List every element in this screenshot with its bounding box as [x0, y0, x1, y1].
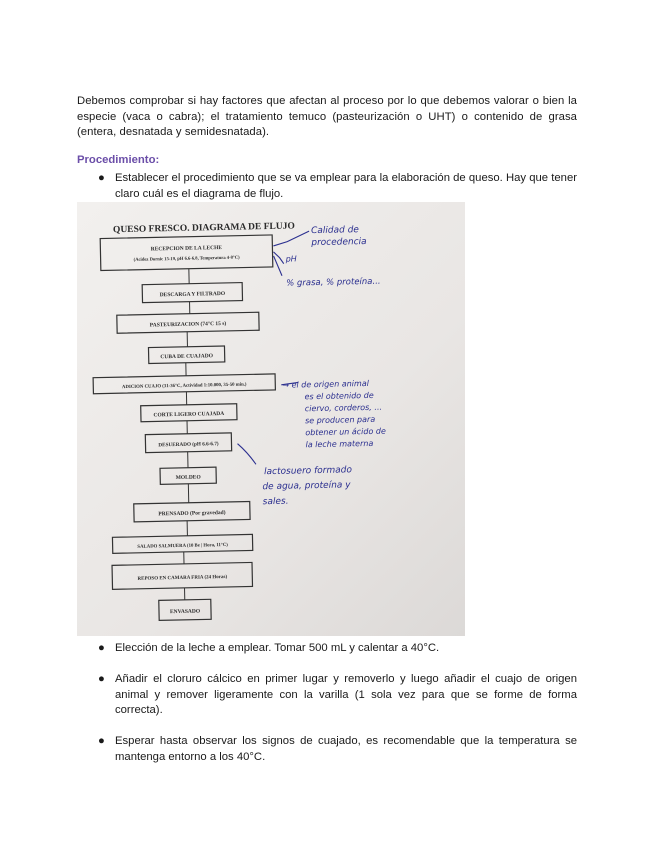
- handwritten-arrows: [233, 231, 314, 465]
- step-1: Elección de la leche a emplear. Tomar 500 mL y calentar a 40°C.: [115, 642, 440, 654]
- box-label: DESCARGA Y FILTRADO: [159, 290, 226, 299]
- step-2: Añadir el cloruro cálcico en primer lugar y removerlo y luego añadir el cuajo de origen animal y remover ligeramente con la varilla (1 sola vez para que se forme de forma correcta).: [115, 673, 577, 716]
- bullet-dot: ●: [98, 642, 105, 654]
- note-ph: pH: [285, 254, 297, 264]
- bullet-dot: ●: [98, 735, 105, 747]
- box-label: CUBA DE CUAJADO: [160, 353, 214, 361]
- intro-paragraph: Debemos comprobar si hay factores que afectan al proceso por lo que debemos valorar o bien la especie (vaca o cabra); el tratamiento temuco (pasteurización o UHT) o contenido de grasa (entera, desnatada y semidesnatada).: [77, 95, 577, 138]
- box-label: (Acidez Dornic 15-19, pH 6.6-6.8, Temperatura 4-8°C): [133, 254, 240, 262]
- note-suero-2: de agua, proteína y: [262, 480, 351, 493]
- box-label: SALADO SALMUERA (10 Be | Hora, 11°C): [137, 542, 228, 550]
- bullet-dot: ●: [98, 673, 105, 685]
- box-label: DESUERADO (pH 6.6-6.7): [158, 441, 219, 449]
- note-calidad: Calidad de: [310, 225, 360, 237]
- box-label: PASTEURIZACION (74°C 15 s): [149, 320, 227, 329]
- diagram-title: QUESO FRESCO. DIAGRAMA DE FLUJO: [112, 221, 295, 236]
- flow-box: [100, 235, 273, 271]
- note-cuajo-3: ciervo, corderos, ...: [304, 402, 383, 414]
- box-label: ADICION CUAJO (31-36°C, Actividad 1:10.000, 35-50 min.): [121, 382, 247, 391]
- flow-diagram-photo: [77, 202, 465, 636]
- note-cuajo-1: → el de origen animal: [282, 378, 369, 390]
- note-procedencia: procedencia: [311, 236, 367, 249]
- note-cuajo-2: es el obtenido de: [304, 390, 374, 402]
- note-grasa: % grasa, % proteína...: [286, 276, 381, 289]
- box-label: PRENSADO (Por gravedad): [158, 509, 226, 518]
- note-cuajo-6: la leche materna: [305, 438, 374, 450]
- note-suero-1: lactosuero formado: [264, 465, 353, 478]
- step-3: Esperar hasta observar los signos de cuajado, es recomendable que la temperatura se mantenga entorno a los 40°C.: [115, 735, 577, 763]
- bullet-first: Establecer el procedimiento que se va emplear para la elaboración de queso. Hay que tener claro cuál es el diagrama de flujo.: [115, 172, 577, 200]
- procedure-heading: Procedimiento:: [77, 154, 160, 166]
- note-suero-3: sales.: [262, 496, 289, 508]
- box-label: CORTE LIGERO CUAJADA: [153, 410, 225, 419]
- box-label: MOLDEO: [175, 474, 201, 482]
- note-cuajo-4: se producen para: [304, 414, 376, 426]
- box-label: REPOSO EN CAMARA FRIA (24 Horas): [137, 574, 228, 582]
- box-label: ENVASADO: [169, 608, 201, 616]
- bullet-dot: ●: [98, 172, 105, 184]
- flow-diagram: [77, 202, 465, 636]
- note-cuajo-5: obtener un ácido de: [305, 426, 386, 438]
- box-label: RECEPCION DE LA LECHE: [150, 244, 223, 253]
